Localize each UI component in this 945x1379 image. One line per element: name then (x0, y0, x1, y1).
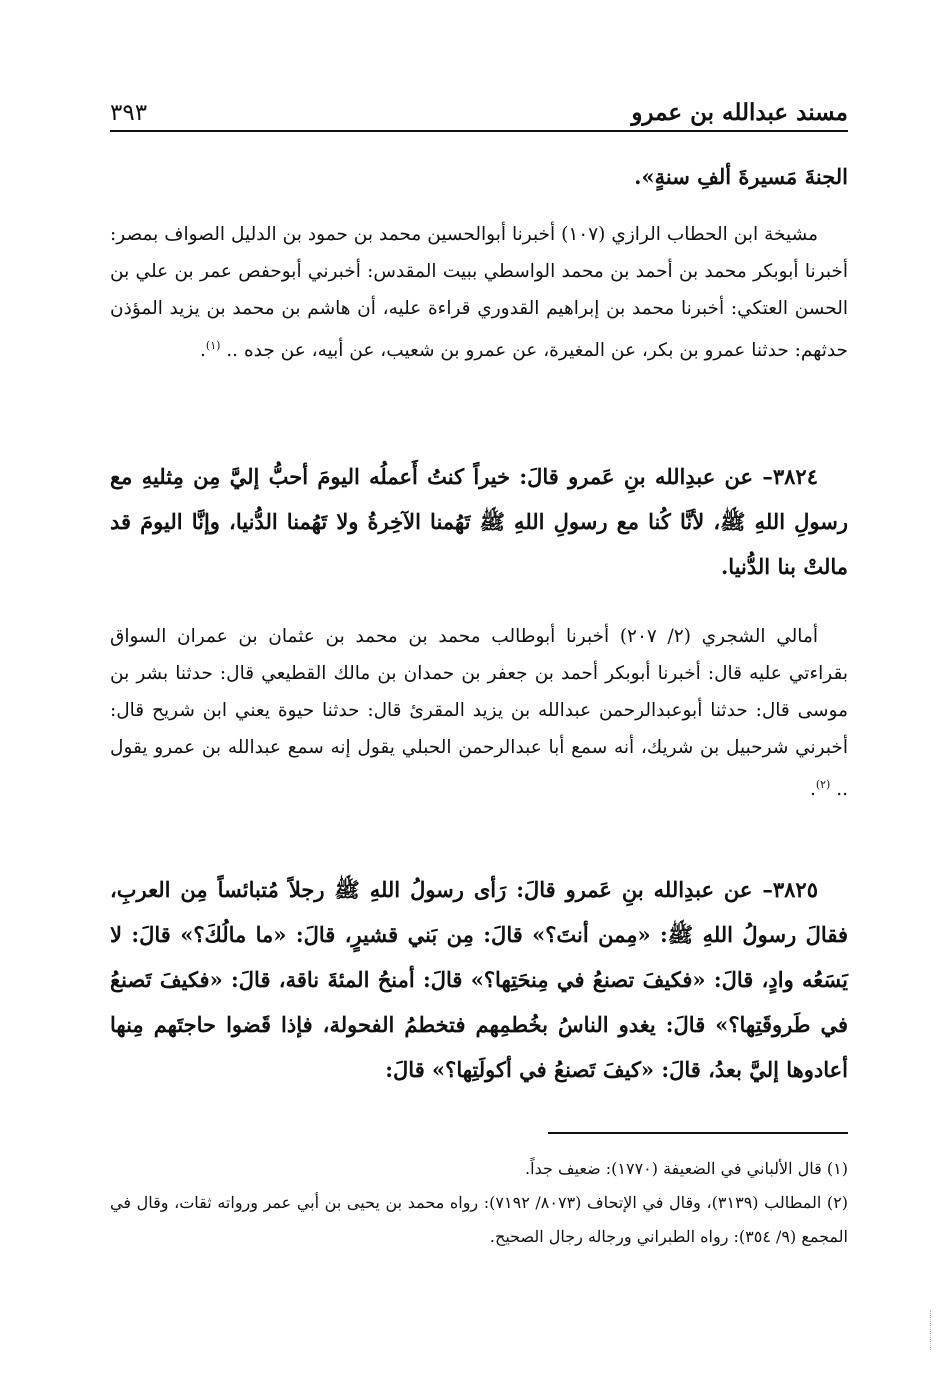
source-2-text: أمالي الشجري (٢/ ٢٠٧) أخبرنا أبوطالب محمد بن محمد بن عثمان بن عمران السواق بقراءتي عليه قال: أخبرنا أبوبكر أحمد بن جعفر بن حمدان بن مالك القطيعي قال: حدثنا بشر بن موسى قال: حدثنا أبوعبدالرحمن عبدالله بن يزيد المقرئ قال: حدثنا حيوة يعني ابن شريح قال: أخبرني شرحبيل بن شريك، أنه سمع أبا عبدالرحمن الحبلي يقول إنه سمع عبدالله بن عمرو يقول .. (110, 626, 848, 801)
continuation-text (110, 156, 848, 198)
footnotes (110, 1152, 848, 1254)
page-header (110, 90, 848, 132)
source-paragraph-1: مشيخة ابن الحطاب الرازي (١٠٧) أخبرنا أبوالحسين محمد بن حمود بن الدليل الصواف بمصر: أخبرنا أبوبكر محمد بن أحمد بن محمد الواسطي ببيت المقدس: أخبرني أبوحفص عمر بن علي بن الحسن العتكي: أخبرنا محمد بن إبراهيم القدوري قراءة عليه، أن هاشم بن محمد بن يزيد المؤذن حدثهم: حدثنا عمرو بن بكر، عن المغيرة، عن عمرو بن شعيب، عن أبيه، عن جده .. $^{(١)}$. (110, 224, 848, 362)
footnote-ref-2: (٢) (815, 778, 831, 791)
hadith-3824 (110, 454, 848, 589)
hadith-3825 (110, 867, 848, 1092)
continuation-line: الجنةَ مَسيرةَ ألفِ سنةٍ». (634, 164, 848, 189)
scan-edge-mark (930, 1310, 937, 1350)
running-title: مسند عبدالله بن عمرو (631, 99, 848, 126)
page-number: ٣٩٣ (110, 100, 148, 126)
footnote-ref-1: (١) (205, 339, 221, 352)
source-paragraph-2: أمالي الشجري (٢/ ٢٠٧) أخبرنا أبوطالب محمد بن محمد بن عثمان بن عمران السواق بقراءتي عليه قال: أخبرنا أبوبكر أحمد بن جعفر بن حمدان بن مالك القطيعي قال: حدثنا بشر بن موسى قال: حدثنا أبوعبدالرحمن عبدالله بن يزيد المقرئ قال: حدثنا حيوة يعني ابن شريح قال: أخبرني شرحبيل بن شريك، أنه سمع أبا عبدالرحمن الحبلي يقول إنه سمع عبدالله بن عمرو يقول .. $^{(٢)}$. (110, 626, 848, 801)
hadith-3825-text: ٣٨٢٥– عن عبدِالله بنِ عَمرو قالَ: رَأى رسولُ اللهِ ﷺ رجلاً مُتبائساً مِن العربِ، فقالَ رسولُ اللهِ ﷺ: «مِمن أنتَ؟» قالَ: مِن بَني قشيرٍ، قالَ: «ما مالُكَ؟» قالَ: لا يَسَعُه وادٍ، قالَ: «فكيفَ تصنعُ في مِنحَتِها؟» قالَ: أمنحُ المئةَ ناقة، قالَ: «فكيفَ تَصنعُ في طَروقَتِها؟» قالَ: يغدو الناسُ بخُطمِهم فتخطمُ الفحولة، فإذا قَضوا حاجتَهم مِنها أعادوها إليَّ بعدُ، قالَ: «كيفَ تَصنعُ في أكولَتِها؟» قالَ: (110, 877, 848, 1082)
source-1-text: مشيخة ابن الحطاب الرازي (١٠٧) أخبرنا أبوالحسين محمد بن حمود بن الدليل الصواف بمصر: أخبرنا أبوبكر محمد بن أحمد بن محمد الواسطي ببيت المقدس: أخبرني أبوحفص عمر بن علي بن الحسن العتكي: أخبرنا محمد بن إبراهيم القدوري قراءة عليه، أن هاشم بن محمد بن يزيد المؤذن حدثهم: حدثنا عمرو بن بكر، عن المغيرة، عن عمرو بن شعيب، عن أبيه، عن جده .. (110, 224, 848, 362)
footnote-1: (١) قال الألباني في الضعيفة (١٧٧٠): ضعيف جداً. (525, 1159, 848, 1178)
hadith-3824-text: ٣٨٢٤– عن عبدِالله بنِ عَمرو قالَ: خيراً كنتُ أَعملُه اليومَ أحبُّ إليَّ مِن مِثليهِ مع رسولِ اللهِ ﷺ، لأنَّا كُنا مع رسولِ اللهِ ﷺ تَهُمنا الآخِرةُ ولا تَهُمنا الدُّنيا، وإنَّا اليومَ قد مالتْ بنا الدُّنيا. (110, 464, 848, 579)
book-page (110, 70, 848, 1360)
footnote-divider (548, 1132, 848, 1134)
footnote-2: (٢) المطالب (٣١٣٩)، وقال في الإتحاف (٨٠٧٣/ ٧١٩٢): رواه محمد بن يحيى بن أبي عمر ورواته ثقات، وقال في المجمع (٩/ ٣٥٤): رواه الطبراني ورجاله رجال الصحيح. (110, 1193, 848, 1246)
